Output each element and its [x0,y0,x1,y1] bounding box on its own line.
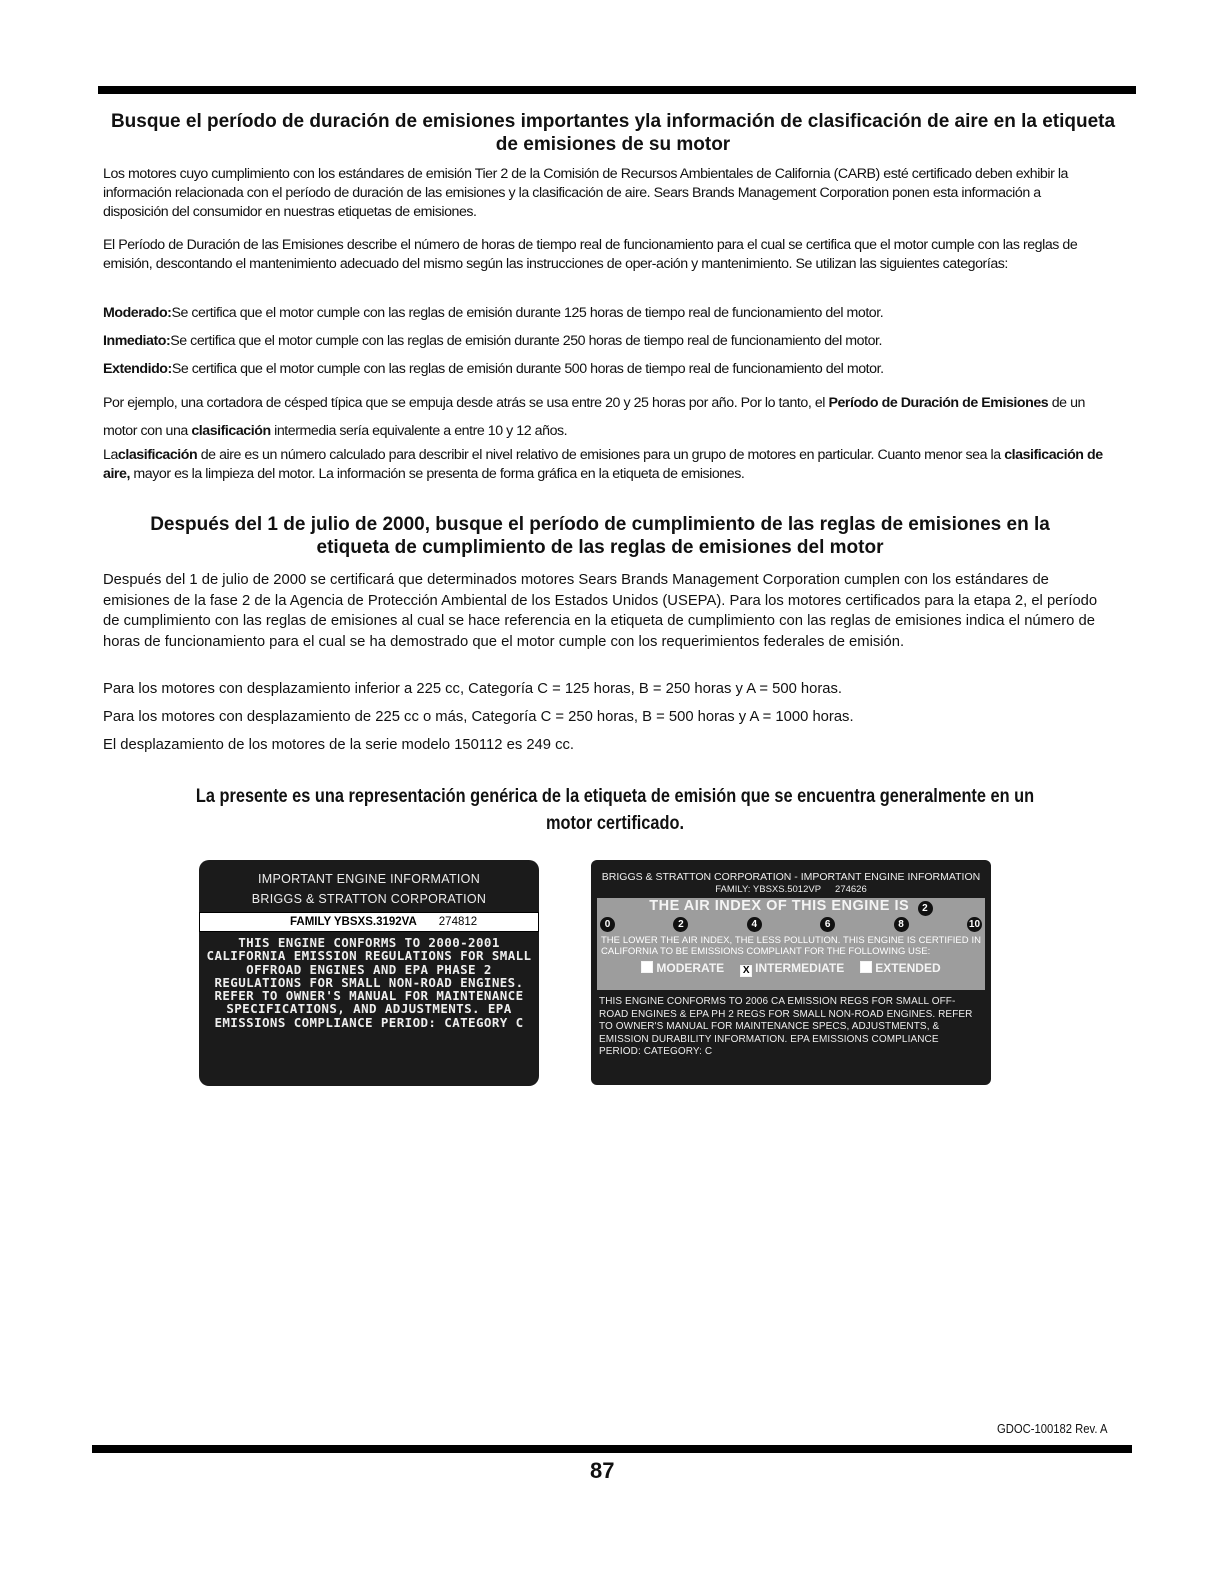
paragraph-under-225cc: Para los motores con desplazamiento inferior a 225 cc, Categoría C = 125 horas, B = 250 horas y A = 500 horas. [103,681,843,697]
category-text: Se certifica que el motor cumple con las reglas de emisión durante 250 horas de tiempo real de funcionamiento del motor. [170,333,882,349]
page-number: 87 [590,1458,615,1483]
scale-mark: 4 [747,917,762,932]
label1-family-code: 274812 [438,916,478,928]
label2-header: BRIGGS & STRATTON CORPORATION - IMPORTANT ENGINE INFORMATION [601,871,981,883]
category-intermediate [103,332,1103,351]
category-term: Inmediato: [103,333,171,349]
label2-family [591,884,991,896]
cat-label: INTERMEDIATE [755,961,845,975]
label2-family-name: FAMILY: YBSXS.5012VP [715,884,822,895]
category-text: Se certifica que el motor cumple con las reglas de emisión durante 125 horas de tiempo real de funcionamiento del motor. [171,305,884,321]
paragraph-example [103,389,1103,445]
engine-label-2 [591,860,991,1085]
checkbox-icon [641,961,653,973]
label1-family-name: FAMILY YBSXS.3192VA [290,916,417,928]
air-text: La [103,447,118,463]
cat-moderate [641,961,724,977]
example-term: Período de Duración de Emisiones [828,395,1049,411]
label2-family-code: 274626 [835,884,867,895]
air-term: clasificación [117,447,198,463]
scale-mark: 2 [673,917,688,932]
label2-body: THIS ENGINE CONFORMS TO 2006 CA EMISSION REGS FOR SMALL OFF-ROAD ENGINES & EPA PH 2 REGS FOR SMALL NON-ROAD ENGINES. REFER TO OWNER'S MANUAL FOR MAINTENANCE SPECS, ADJUSTMENTS, & EMISSION DURABILITY INFORMATION. EPA EMISSIONS COMPLIANCE PERIOD: CATEGORY: C [599,996,973,1057]
scale-mark: 10 [968,919,981,930]
heading-generic-label: La presente es una representación genérica de la etiqueta de emisión que se encuentra generalmente en un motor certificado. [195,786,1035,834]
label1-line1: IMPORTANT ENGINE INFORMATION [257,872,481,886]
example-text: Por ejemplo, una cortadora de césped típica que se empuja desde atrás se usa entre 20 y 25 horas por año. Por lo tanto, el [103,395,829,411]
label2-note: THE LOWER THE AIR INDEX, THE LESS POLLUTION. THIS ENGINE IS CERTIFIED IN CALIFORNIA TO BE EMISSIONS COMPLIANT FOR THE FOLLOWING USE: [601,935,981,957]
label2-air-text: THE AIR INDEX OF THIS ENGINE IS [649,898,910,914]
cat-label: EXTENDED [875,961,941,975]
paragraph-usepa: Después del 1 de julio de 2000 se certificará que determinados motores Sears Brands Management Corporation cumplen con los estándares de emisiones de la fase 2 de la Agencia de Protección Ambiental de los Estados Unidos (USEPA). Para los motores certificados para la etapa 2, el período de cumplimiento con las reglas de emisiones al cual se hace referencia en la etiqueta de cumplimiento con las reglas de emisiones indica el número de horas de funcionamiento para el cual se ha demostrado que el motor cumple con los requerimientos federales de emisión. [103,572,1098,650]
cat-extended [860,961,940,977]
label1-family [199,912,539,932]
category-moderate [103,304,1103,323]
paragraph-period-definition: El Período de Duración de las Emisiones describe el número de horas de tiempo real de funcionamiento para el cual se certifica que el motor cumple con las reglas de emisión, descontando el mantenimiento adecuado del mismo según las instrucciones de oper-ación y mantenimiento. Se utilizan las siguientes categorías: [103,237,1078,272]
category-term: Extendido: [103,361,172,377]
category-term: Moderado: [103,305,172,321]
heading-emissions-period: Busque el período de duración de emisiones importantes yla información de clasificación de aire en la etiqueta de emisiones de su motor [110,111,1116,155]
label1-body: THIS ENGINE CONFORMS TO 2000-2001 CALIFORNIA EMISSION REGULATIONS FOR SMALL OFFROAD ENGINES AND EPA PHASE 2 REGULATIONS FOR SMALL NON-ROAD ENGINES. REFER TO OWNER'S MANUAL FOR MAINTENANCE SPECIFICATIONS, AND ADJUSTMENTS. EPA EMISSIONS COMPLIANCE PERIOD: CATEGORY C [206,935,532,1030]
checkbox-icon [860,961,872,973]
label2-scale [597,917,985,932]
checked-box-icon: X [740,965,752,977]
document-id: GDOC-100182 Rev. A [997,1422,1108,1436]
label2-air-value: 2 [918,901,933,916]
engine-label-1 [199,860,539,1086]
category-text: Se certifica que el motor cumple con las reglas de emisión durante 500 horas de tiempo real de funcionamiento del motor. [171,361,884,377]
air-term: clasificación de aire, [103,447,1103,482]
cat-label: MODERATE [656,961,725,975]
example-text: intermedia sería equivalente a entre 10 y 12 años. [270,423,568,439]
cat-intermediate [740,961,844,977]
label2-air-panel [597,898,985,990]
label2-categories [597,961,985,977]
label2-air-index [597,898,985,916]
bottom-rule [92,1445,1132,1453]
top-rule [98,86,1136,94]
paragraph-carb: Los motores cuyo cumplimiento con los estándares de emisión Tier 2 de la Comisión de Recursos Ambientales de California (CARB) esté certificado deben exhibir la información relacionada con el período de duración de las emisiones y la clasificación de aire. Sears Brands Management Corporation ponen esta información a disposición del consumidor en nuestras etiquetas de emisiones. [103,166,1068,220]
scale-mark: 0 [600,917,615,932]
scale-mark: 8 [894,917,909,932]
heading-compliance-period: Después del 1 de julio de 2000, busque el período de cumplimiento de las reglas de emisiones en la etiqueta de cumplimiento de las reglas de emisiones del motor [150,514,1050,558]
paragraph-air-index [103,446,1103,484]
air-text: de aire es un número calculado para describir el nivel relativo de emisiones para un grupo de motores en particular. Cuanto menor sea la [197,447,1005,463]
example-term: clasificación [191,423,271,439]
scale-mark: 6 [820,917,835,932]
example-text: de un motor con una [103,395,1085,439]
label1-line2: BRIGGS & STRATTON CORPORATION [251,892,487,906]
paragraph-over-225cc: Para los motores con desplazamiento de 225 cc o más, Categoría C = 250 horas, B = 500 horas y A = 1000 horas. [103,709,854,725]
category-extended [103,360,1103,379]
air-text: mayor es la limpieza del motor. La información se presenta de forma gráfica en la etiqueta de emisiones. [129,466,745,482]
paragraph-displacement: El desplazamiento de los motores de la serie modelo 150112 es 249 cc. [103,737,575,753]
